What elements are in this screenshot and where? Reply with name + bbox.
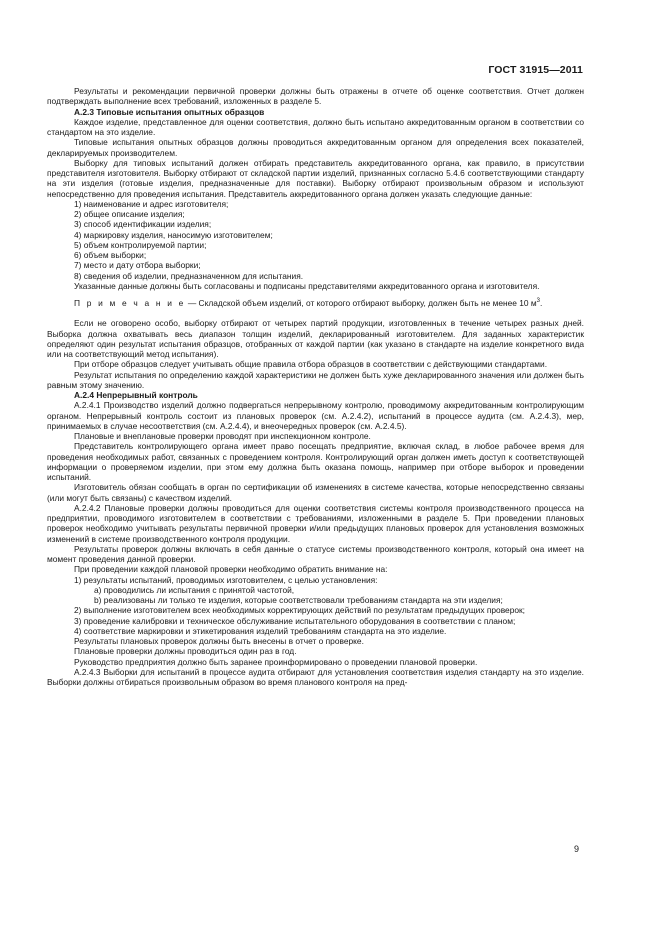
paragraph: Плановые проверки должны проводиться один раз в год. [74, 646, 297, 657]
list-item: 4) соответствие маркировки и этикетирования изделий требованиям стандарта на это изделие. [74, 625, 447, 636]
list-item: 3) способ идентификации изделия; [74, 219, 212, 230]
paragraph: Результаты и рекомендации первичной проверки должны быть отражены в отчете об оценке соответствия. Отчет должен подтверждать выполнение всех требований, изложенных в разделе 5. [47, 86, 584, 107]
section-heading: А.2.3 Типовые испытания опытных образцов [74, 106, 265, 117]
list-item: 3) проведение калибровки и техническое обслуживание испытательного оборудования в соответствии с планом; [74, 615, 516, 626]
list-item: 1) наименование и адрес изготовителя; [74, 198, 229, 209]
paragraph: Если не оговорено особо, выборку отбирают от четырех партий продукции, изготовленных в течение четырех разных дней. Выборка должна охватывать весь диапазон толщин изделий, декларированный изготовителем. Для заданных характеристик определяют один результат испытания образцов, отобранных от каждой партии (как указано в стандарте на изделие конкретного вида или на соответствующий метод испытания). [47, 318, 584, 359]
paragraph: При отборе образцов следует учитывать общие правила отбора образцов в соответствии с действующими стандартами. [74, 359, 548, 370]
note-text: — Складской объем изделий, от которого отбирают выборку, должен быть не менее 10 м [185, 298, 537, 308]
paragraph: А.2.4.3 Выборки для испытаний в процессе аудита отбирают для установления соответствия изделия стандарту на это изделие. Выборки должны отбираться произвольным образом во время планового контроля на пред- [47, 666, 584, 687]
list-item: 4) маркировку изделия, наносимую изготовителем; [74, 229, 273, 240]
list-item: 7) место и дату отбора выборки; [74, 260, 201, 271]
note [47, 298, 584, 308]
paragraph: 2) выполнение изготовителем всех необходимых корректирующих действий по результатам предыдущих проверок; [74, 605, 526, 616]
list-item: 6) объем выборки; [74, 250, 147, 260]
standard-header: ГОСТ 31915—2011 [488, 64, 583, 76]
note-label: П р и м е ч а н и е [74, 298, 186, 308]
note-superscript: 3 [536, 298, 541, 305]
paragraph: Руководство предприятия должно быть заранее проинформировано о проведении плановой проверки. [74, 656, 478, 667]
paragraph: А.2.4.2 Плановые проверки должны проводиться для оценки соответствия системы контроля производственного процесса на предприятии, проводимого изготовителем в соответствии с требованиями, изложенными в разделе 5. При проведении плановых проверок необходимо учитывать результаты первичной проверки и/или предыдущих плановых проверок для установления возможных изменений в системе производственного контроля продукции. [47, 502, 584, 544]
note-end: . [540, 298, 543, 308]
paragraph: Указанные данные должны быть согласованы и подписаны представителями аккредитованного органа и изготовителя. [74, 280, 540, 291]
section-heading: А.2.4 Непрерывный контроль [74, 390, 198, 400]
paragraph: А.2.4.1 Производство изделий должно подвергаться непрерывному контролю, проводимому аккредитованным контролирующим органом. Непрерывный контроль состоит из плановых проверок (см. А.2.4.2), испытаний в процессе аудита (см. А.2.4.3), мер, принимаемых в случае несоответствия (см. А.2.4.4), и внеочередных проверок (см. А.2.4.5). [47, 400, 584, 431]
document-body [47, 86, 584, 687]
list-item: 1) результаты испытаний, проводимых изготовителем, с целью установления: [74, 574, 378, 585]
page-number: 9 [573, 844, 579, 854]
list-item: 8) сведения об изделии, предназначенном для испытания. [74, 270, 304, 281]
paragraph: Изготовитель обязан сообщать в орган по сертификации об изменениях в системе качества, которые непосредственно связаны (или могут быть связаны) с качеством изделий. [47, 482, 584, 503]
paragraph: Типовые испытания опытных образцов должны проводиться аккредитованным органом для определения всех показателей, декларируемых производителем. [47, 137, 584, 158]
paragraph: Результаты проверок должны включать в себя данные о статусе системы производственного контроля, который она имеет на момент проведения данной проверки. [47, 543, 584, 564]
paragraph: Плановые и внеплановые проверки проводят при инспекционном контроле. [74, 431, 371, 441]
sub-list-item: b) реализованы ли только те изделия, которые соответствовали требованиям стандарта на эти изделия; [94, 595, 503, 605]
paragraph: Результат испытания по определению каждой характеристики не должен быть хуже декларированного значения или должен быть равным этому значению. [47, 369, 584, 390]
paragraph: Результаты плановых проверок должны быть внесены в отчет о проверке. [74, 636, 364, 646]
paragraph: Каждое изделие, представленное для оценки соответствия, должно быть испытано аккредитованным органом в соответствии со стандартом на это изделие. [47, 116, 584, 137]
paragraph: Представитель контролирующего органа имеет право посещать предприятие, включая склад, в любое рабочее время для проведения необходимых работ, связанных с проведением контроля. Контролирующий орган должен иметь доступ к соответствующей информации о проверяемом изделии, при этом ему должна быть оказана помощь, например при отборе выборок и проведении испытаний. [47, 441, 584, 482]
list-item: 5) объем контролируемой партии; [74, 239, 207, 250]
paragraph: Выборку для типовых испытаний должен отбирать представитель аккредитованного органа, как правило, в присутствии представителя изготовителя. Выборку отбирают от складской партии изделий, признанных согласно 5.4.6 соответствующими стандарту на эти изделия (готовые изделия, предназначенные для поставки). Выборку отбирают произвольным образом и используют непосредственно для проведения испытания. Представитель аккредитованного органа должен указать следующие данные: [47, 157, 584, 199]
list-item: 2) общее описание изделия; [74, 209, 185, 219]
paragraph: При проведении каждой плановой проверки необходимо обратить внимание на: [74, 564, 388, 575]
sub-list-item: а) проводились ли испытания с принятой частотой, [94, 584, 295, 595]
